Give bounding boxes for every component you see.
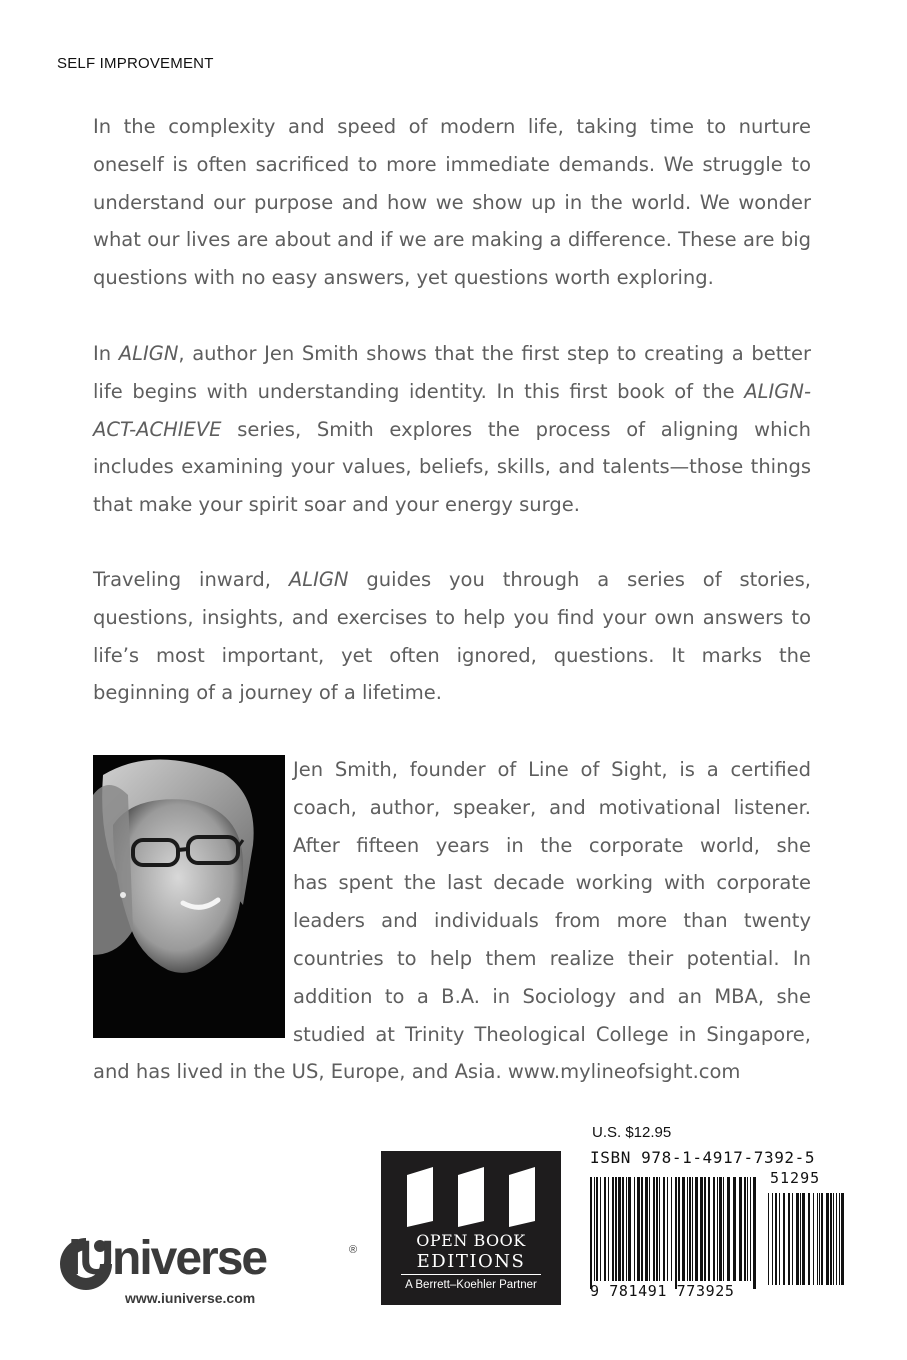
bio-line-website: and has lived in the US, Europe, and Asia. www.mylineofsight.com <box>93 1060 741 1084</box>
series-title-italic: ALIGN-ACT-ACHIEVE <box>93 379 811 441</box>
bio-line: Jen Smith, founder of Line of Sight, is a certified <box>293 758 811 781</box>
blurb-paragraph-1: In the complexity and speed of modern life, taking time to nurture oneself is often sacrificed to more immediate demands. We struggle to understand our purpose and how we show up in the world. We wonder what our lives are about and if we are making a difference. These are big questions with no easy answers, yet questions worth exploring. <box>93 115 811 290</box>
text-run: , author Jen Smith shows that the first step to creating a better life begins with understanding identity. In this first book of the <box>93 342 812 403</box>
bio-line: leaders and individuals from more than twenty <box>293 909 811 933</box>
obe-title-line-1: OPEN BOOK <box>416 1231 526 1250</box>
barcode-addon-number: 51295 <box>770 1169 821 1187</box>
open-book-editions-logo <box>381 1151 561 1305</box>
bio-line: countries to help them realize their potential. In <box>293 946 811 970</box>
book-pages-icon <box>381 1151 561 1231</box>
bio-line: studied at Trinity Theological College in Singapore, <box>293 1022 811 1046</box>
text-run: guides you through a series of stories, questions, insights, and exercises to help you find your own answers to life’s most important, yet often ignored, questions. It marks the beginning of a journey of a lifetime. <box>93 568 811 705</box>
obe-subtitle: A Berrett–Koehler Partner <box>405 1279 537 1291</box>
category-label: SELF IMPROVEMENT <box>57 55 214 72</box>
iuniverse-url: www.iuniverse.com <box>125 1290 256 1306</box>
book-title-italic: ALIGN <box>288 568 349 591</box>
text-run: Traveling inward, <box>93 568 289 591</box>
bio-line: coach, author, speaker, and motivational listener. <box>293 795 811 819</box>
obe-title-line-2: EDITIONS <box>416 1251 526 1272</box>
blurb-paragraph-3 <box>93 561 811 712</box>
blurb-paragraph-2 <box>93 335 811 524</box>
text-run: series, Smith explores the process of aligning which includes examining your values, beliefs, skills, and talents—those things that make your spirit soar and your energy surge. <box>93 417 811 517</box>
iuniverse-wordmark: iUniverse <box>68 1232 267 1285</box>
registered-mark: ® <box>349 1244 358 1256</box>
price-label: U.S. $12.95 <box>592 1124 672 1141</box>
book-title-italic: ALIGN <box>118 342 179 365</box>
isbn-label: ISBN 978-1-4917-7392-5 <box>590 1148 816 1167</box>
barcode-digits: 9 781491 773925 <box>590 1282 735 1300</box>
bio-line: After fifteen years in the corporate world, she <box>293 833 811 857</box>
text-run: In <box>93 342 119 365</box>
obe-divider <box>401 1274 541 1275</box>
bio-line: addition to a B.A. in Sociology and an MBA, she <box>293 984 811 1008</box>
author-bio <box>93 751 811 1091</box>
bio-line: has spent the last decade working with corporate <box>293 871 811 895</box>
barcode <box>590 1171 845 1289</box>
